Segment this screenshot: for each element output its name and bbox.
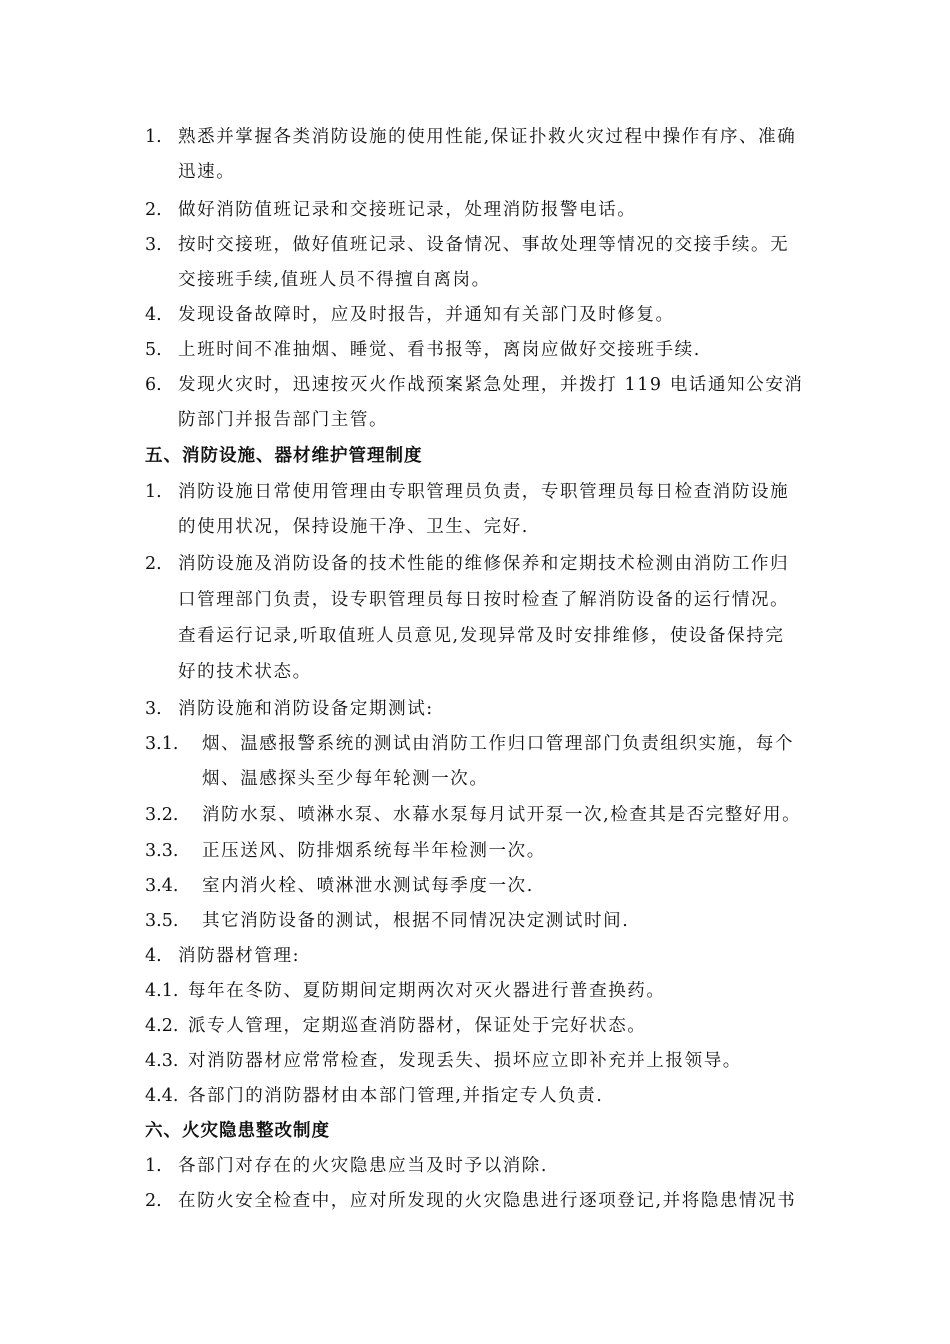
list-item [0, 1184, 950, 1218]
list-item [0, 798, 950, 832]
list-item [0, 727, 950, 761]
list-item-continuation [0, 263, 950, 297]
list-item [0, 298, 950, 332]
item-text: 发现设备故障时，应及时报告，并通知有关部门及时修复。 [178, 305, 675, 325]
list-item-continuation [0, 510, 950, 544]
item-text: 交接班手续,值班人员不得擅自离岗。 [178, 270, 491, 290]
list-item [0, 475, 950, 509]
item-text: 消防设施日常使用管理由专职管理员负责，专职管理员每日检查消防设施 [178, 482, 790, 502]
section-heading-text: 六、火灾隐患整改制度 [145, 1121, 330, 1141]
item-text: 口管理部门负责，设专职管理员每日按时检查了解消防设备的运行情况。 [178, 590, 790, 610]
item-text: 按时交接班，做好值班记录、设备情况、事故处理等情况的交接手续。无 [178, 235, 790, 255]
section-heading [0, 1114, 950, 1148]
item-text: 对消防器材应常常检查，发现丢失、损坏应立即补充并上报领导。 [188, 1051, 742, 1071]
item-number: 3.3. [145, 841, 179, 861]
item-number: 3.2. [145, 805, 179, 825]
item-text: 消防水泵、喷淋水泵、水幕水泵每月试开泵一次,检查其是否完整好用。 [202, 805, 802, 825]
item-number: 1. [145, 1156, 162, 1176]
item-number: 4. [145, 946, 162, 966]
section-heading [0, 439, 950, 473]
item-text: 的使用状况，保持设施干净、卫生、完好. [178, 517, 529, 537]
item-number: 5. [145, 340, 162, 360]
list-item [0, 939, 950, 973]
item-text: 每年在冬防、夏防期间定期两次对灭火器进行普查换药。 [188, 981, 666, 1001]
list-item-continuation [0, 155, 950, 189]
item-number: 4.3. [145, 1051, 179, 1071]
list-item [0, 333, 950, 367]
item-text: 各部门对存在的火灾隐患应当及时予以消除. [178, 1156, 549, 1176]
list-item [0, 228, 950, 262]
item-number: 4.2. [145, 1016, 179, 1036]
list-item [0, 974, 950, 1008]
item-text: 消防设施和消防设备定期测试: [178, 699, 434, 719]
item-text: 好的技术状态。 [178, 662, 312, 682]
list-item [0, 1009, 950, 1043]
item-text: 上班时间不准抽烟、睡觉、看书报等，离岗应做好交接班手续. [178, 340, 701, 360]
list-item [0, 193, 950, 227]
list-item-continuation [0, 403, 950, 437]
item-number: 2. [145, 200, 162, 220]
list-item [0, 869, 950, 903]
list-item-continuation [0, 583, 950, 617]
item-number: 4.1. [145, 981, 179, 1001]
item-text: 迅速。 [178, 162, 236, 182]
list-item [0, 834, 950, 868]
list-item [0, 904, 950, 938]
item-text: 其它消防设备的测试，根据不同情况决定测试时间. [202, 911, 630, 931]
item-number: 2. [145, 1191, 162, 1211]
item-number: 3.4. [145, 876, 179, 896]
list-item [0, 692, 950, 726]
list-item [0, 1044, 950, 1078]
item-text: 熟悉并掌握各类消防设施的使用性能,保证扑救火灾过程中操作有序、准确 [178, 127, 797, 147]
item-number: 3. [145, 699, 162, 719]
item-text: 室内消火栓、喷淋泄水测试每季度一次. [202, 876, 534, 896]
list-item [0, 1079, 950, 1113]
item-number: 6. [145, 375, 162, 395]
item-number: 4. [145, 305, 162, 325]
section-heading-text: 五、消防设施、器材维护管理制度 [145, 446, 423, 466]
item-text: 派专人管理，定期巡查消防器材，保证处于完好状态。 [188, 1016, 647, 1036]
item-number: 3.5. [145, 911, 179, 931]
item-text: 烟、温感报警系统的测试由消防工作归口管理部门负责组织实施，每个 [202, 734, 795, 754]
item-text: 查看运行记录,听取值班人员意见,发现异常及时安排维修，使设备保持完 [178, 626, 785, 646]
item-number: 3.1. [145, 734, 179, 754]
item-number: 1. [145, 482, 162, 502]
item-text: 发现火灾时，迅速按灭火作战预案紧急处理，并拨打 119 电话通知公安消 [178, 375, 804, 395]
item-text: 防部门并报告部门主管。 [178, 410, 389, 430]
item-number: 4.4. [145, 1086, 179, 1106]
list-item-continuation [0, 762, 950, 796]
item-text: 在防火安全检查中，应对所发现的火灾隐患进行逐项登记,并将隐患情况书 [178, 1191, 797, 1211]
item-number: 1. [145, 127, 162, 147]
list-item [0, 368, 950, 402]
item-number: 3. [145, 235, 162, 255]
list-item [0, 547, 950, 581]
list-item [0, 1149, 950, 1183]
item-text: 消防器材管理: [178, 946, 301, 966]
list-item-continuation [0, 619, 950, 653]
item-number: 2. [145, 554, 162, 574]
list-item [0, 120, 950, 154]
list-item-continuation [0, 655, 950, 689]
item-text: 烟、温感探头至少每年轮测一次。 [202, 769, 489, 789]
item-text: 消防设施及消防设备的技术性能的维修保养和定期技术检测由消防工作归 [178, 554, 790, 574]
item-text: 做好消防值班记录和交接班记录，处理消防报警电话。 [178, 200, 637, 220]
item-text: 正压送风、防排烟系统每半年检测一次。 [202, 841, 546, 861]
item-text: 各部门的消防器材由本部门管理,并指定专人负责. [188, 1086, 604, 1106]
